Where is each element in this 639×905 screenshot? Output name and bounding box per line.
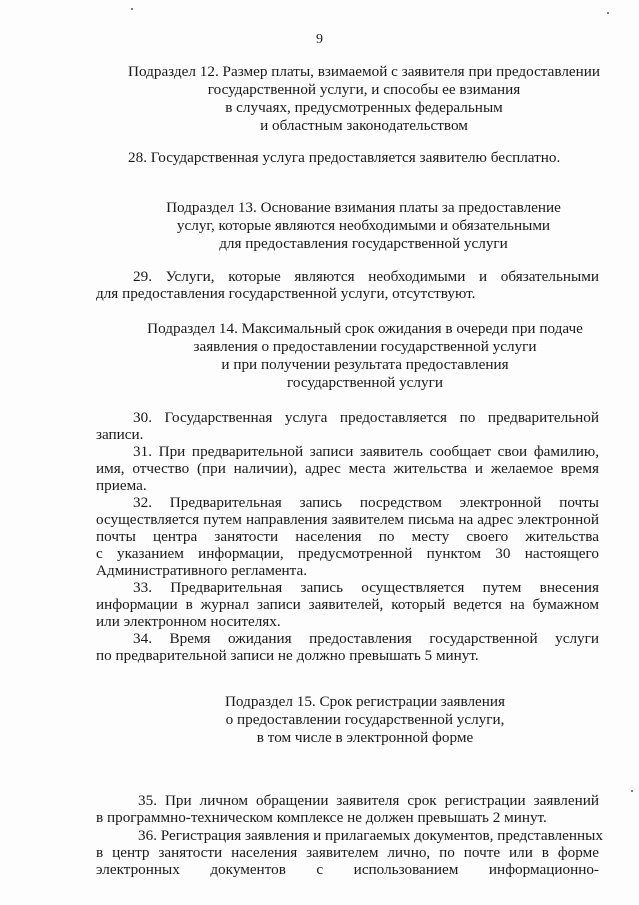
- heading-line: Подраздел 14. Максимальный срок ожидания в очереди при подаче: [147, 320, 583, 337]
- heading-line: для предоставления государственной услуги: [219, 235, 508, 252]
- paragraph-line: в программно-техническом комплексе не должен превышать 2 минут.: [96, 809, 547, 826]
- heading-line: Подраздел 15. Срок регистрации заявления: [224, 693, 506, 710]
- paragraph-line: 32. Предварительная запись посредством электронной почты: [133, 494, 599, 511]
- paragraph-line: 28. Государственная услуга предоставляется заявителю бесплатно.: [128, 149, 561, 166]
- subsection-13-heading: [150, 199, 577, 253]
- heading-line: государственной услуги: [287, 374, 443, 391]
- page-number: 9: [316, 32, 323, 47]
- paragraph-line: 31. При предварительной записи заявитель сообщает свои фамилию,: [133, 443, 599, 460]
- paragraph-line: электронных документов с использованием информационно-: [96, 861, 599, 878]
- heading-line: услуг, которые являются необходимыми и обязательными: [176, 217, 551, 234]
- paragraph-line: для предоставления государственной услуги, отсутствуют.: [96, 285, 476, 302]
- paragraph-line: записи.: [96, 426, 144, 443]
- paragraph-line: с указанием информации, предусмотренной пунктом 30 настоящего: [96, 545, 599, 562]
- paragraph-line: осуществляется путем направления заявителем письма на адрес электронной: [96, 511, 599, 528]
- heading-line: в том числе в электронной форме: [256, 729, 474, 746]
- heading-line: и при получении результата предоставления: [221, 356, 509, 373]
- paragraph-line: 35. При личном обращении заявителя срок регистрации заявлений: [138, 792, 599, 809]
- scan-speck: [631, 790, 633, 792]
- subsection-15-heading: [200, 693, 530, 747]
- paragraph-line: 34. Время ожидания предоставления государственной услуги: [133, 630, 599, 647]
- paragraph-line: 33. Предварительная запись осуществляется путем внесения: [133, 579, 599, 596]
- paragraph-line: 30. Государственная услуга предоставляется по предварительной: [133, 409, 599, 426]
- heading-line: в случаях, предусмотренных федеральным: [225, 99, 503, 116]
- heading-line: государственной услуги, и способы ее взимания: [207, 81, 521, 98]
- paragraph-line: почты центра занятости населения по месту своего жительства: [96, 528, 599, 545]
- paragraph-35: [96, 792, 599, 826]
- paragraph-line: 36. Регистрация заявления и прилагаемых документов, представленных: [138, 827, 603, 844]
- heading-line: Подраздел 12. Размер платы, взимаемой с заявителя при предоставлении: [128, 63, 601, 80]
- paragraphs-30-34: [96, 409, 599, 664]
- scan-speck: [607, 12, 609, 14]
- paragraph-line: Административного регламента.: [96, 562, 308, 579]
- heading-line: о предоставлении государственной услуги,: [225, 711, 505, 728]
- paragraph-36: [96, 827, 603, 878]
- subsection-12-heading: [128, 63, 600, 135]
- heading-line: заявления о предоставлении государственной услуги: [193, 338, 537, 355]
- paragraph-line: имя, отчество (при наличии), адрес места жительства и желаемое время: [96, 460, 599, 477]
- heading-line: Подраздел 13. Основание взимания платы за предоставление: [166, 199, 561, 216]
- paragraph-29: [96, 268, 599, 302]
- paragraph-line: или электронном носителях.: [96, 613, 281, 630]
- paragraph-line: информации в журнал записи заявителей, который ведется на бумажном: [96, 596, 599, 613]
- paragraph-line: 29. Услуги, которые являются необходимыми и обязательными: [133, 268, 599, 285]
- paragraph-28: [128, 149, 598, 166]
- paragraph-line: по предварительной записи не должно превышать 5 минут.: [96, 647, 479, 664]
- paragraph-line: в центр занятости населения заявителем лично, по почте или в форме: [96, 844, 599, 861]
- paragraph-line: приема.: [96, 477, 147, 494]
- scan-speck: [131, 8, 133, 10]
- subsection-14-heading: [130, 320, 600, 392]
- heading-line: и областным законодательством: [260, 117, 468, 134]
